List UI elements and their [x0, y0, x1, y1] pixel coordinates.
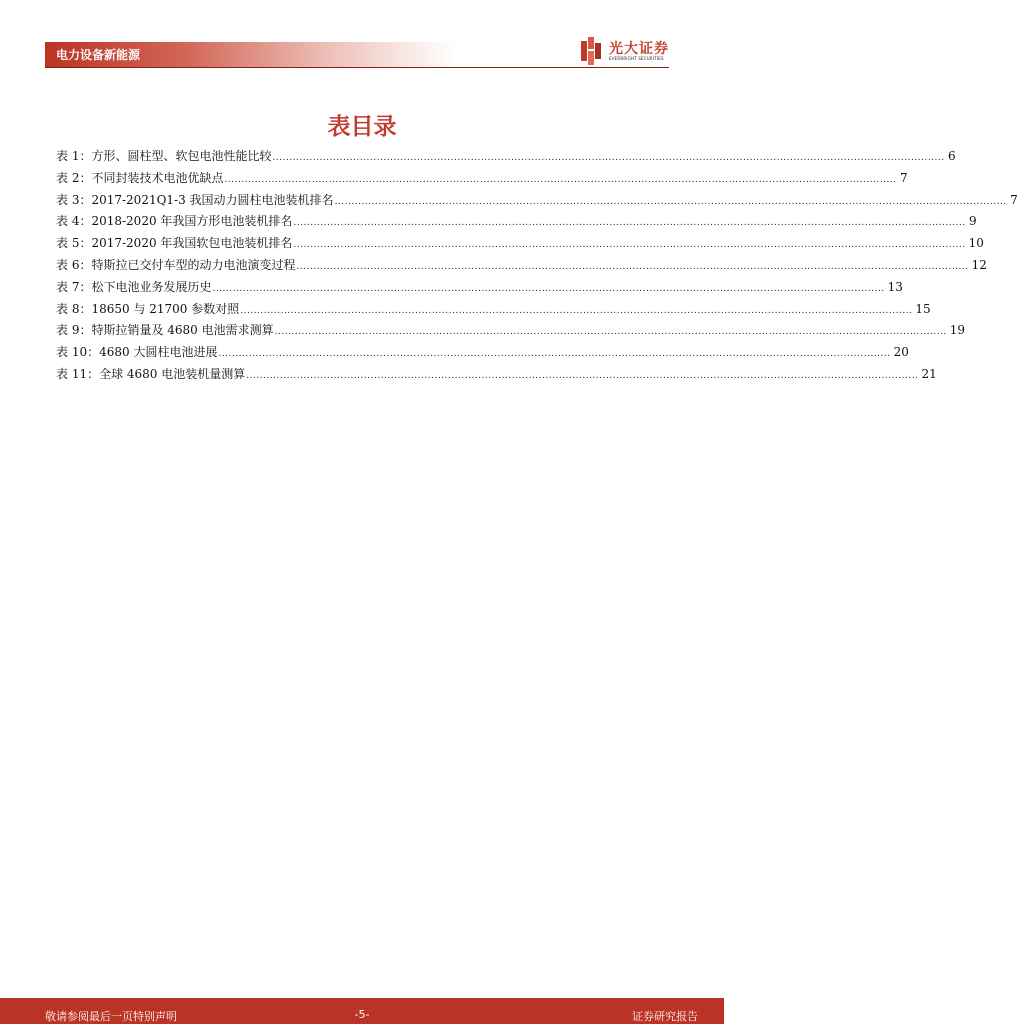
toc-entry-label: 表 5：2017-2020 年我国软包电池装机排名	[56, 236, 293, 251]
footer-disclaimer: 敬请参阅最后一页特别声明	[45, 1010, 177, 1023]
toc-leader-dots: ........................................................................................................................................................................................................	[293, 218, 966, 229]
toc-leader-dots: ........................................................................................................................................................................................................	[334, 196, 1007, 207]
toc-leader-dots: ........................................................................................................................................................................................................	[272, 153, 945, 163]
logo-mark-icon	[581, 37, 605, 65]
toc-entry-page: 20	[893, 345, 909, 360]
toc-entry-page: 12	[971, 257, 987, 272]
table-of-contents	[56, 146, 1018, 386]
toc-entry-label: 表 8：18650 与 21700 参数对照	[56, 301, 240, 316]
toc-entry-label: 表 9：特斯拉销量及 4680 电池需求测算	[56, 323, 274, 338]
company-logo	[581, 37, 673, 65]
footer-report-type: 证券研究报告	[632, 1010, 698, 1023]
toc-entry-page: 6	[947, 149, 956, 163]
header-divider	[45, 67, 669, 68]
toc-entry[interactable]	[56, 342, 909, 364]
toc-entry-page: 19	[949, 323, 966, 338]
toc-entry-page: 15	[915, 301, 931, 316]
toc-leader-dots: ........................................................................................................................................................................................................	[212, 283, 885, 294]
toc-leader-dots: ........................................................................................................................................................................................................	[246, 370, 919, 381]
toc-entry-label: 表 11：全球 4680 电池装机量测算	[56, 366, 246, 381]
toc-entry-page: 10	[968, 236, 984, 251]
toc-leader-dots: ........................................................................................................................................................................................................	[296, 261, 969, 272]
toc-entry-label: 表 6：特斯拉已交付车型的动力电池演变过程	[56, 257, 296, 272]
toc-leader-dots: ........................................................................................................................................................................................................	[274, 327, 947, 338]
toc-entry-label: 表 3：2017-2021Q1-3 我国动力圆柱电池装机排名	[56, 192, 334, 207]
toc-entry-page: 7	[899, 170, 908, 185]
toc-entry-page: 21	[921, 366, 937, 381]
toc-entry-page: 7	[1010, 192, 1018, 207]
toc-entry-label: 表 1：方形、圆柱型、软包电池性能比较	[56, 149, 272, 163]
toc-entry[interactable]	[56, 168, 908, 190]
toc-entry-label: 表 10：4680 大圆柱电池进展	[56, 345, 218, 360]
logo-subtitle: EVERBRIGHT SECURITIES	[609, 56, 664, 61]
toc-entry-page: 9	[968, 214, 977, 229]
toc-entry-label: 表 2：不同封装技术电池优缺点	[56, 170, 224, 185]
toc-leader-dots: ........................................................................................................................................................................................................	[218, 349, 891, 360]
toc-entry[interactable]	[56, 211, 977, 233]
footer-page-number: -5-	[354, 1008, 370, 1021]
toc-entry[interactable]	[56, 255, 987, 277]
toc-leader-dots: ........................................................................................................................................................................................................	[240, 305, 913, 316]
toc-entry[interactable]	[56, 233, 984, 255]
toc-entry[interactable]	[56, 364, 937, 386]
toc-leader-dots: ........................................................................................................................................................................................................	[224, 174, 897, 185]
logo-name: 光大证券	[609, 41, 669, 57]
toc-entry-label: 表 4：2018-2020 年我国方形电池装机排名	[56, 214, 293, 229]
toc-entry[interactable]	[56, 146, 956, 168]
toc-entry-label: 表 7：松下电池业务发展历史	[56, 279, 212, 294]
toc-entry[interactable]	[56, 277, 903, 299]
toc-leader-dots: ........................................................................................................................................................................................................	[293, 240, 966, 251]
toc-entry-page: 13	[887, 279, 903, 294]
toc-entry[interactable]	[56, 299, 931, 321]
toc-entry[interactable]	[56, 190, 1018, 212]
page-title: 表目录	[327, 114, 397, 140]
toc-entry[interactable]	[56, 320, 966, 342]
section-title: 电力设备新能源	[56, 48, 141, 62]
